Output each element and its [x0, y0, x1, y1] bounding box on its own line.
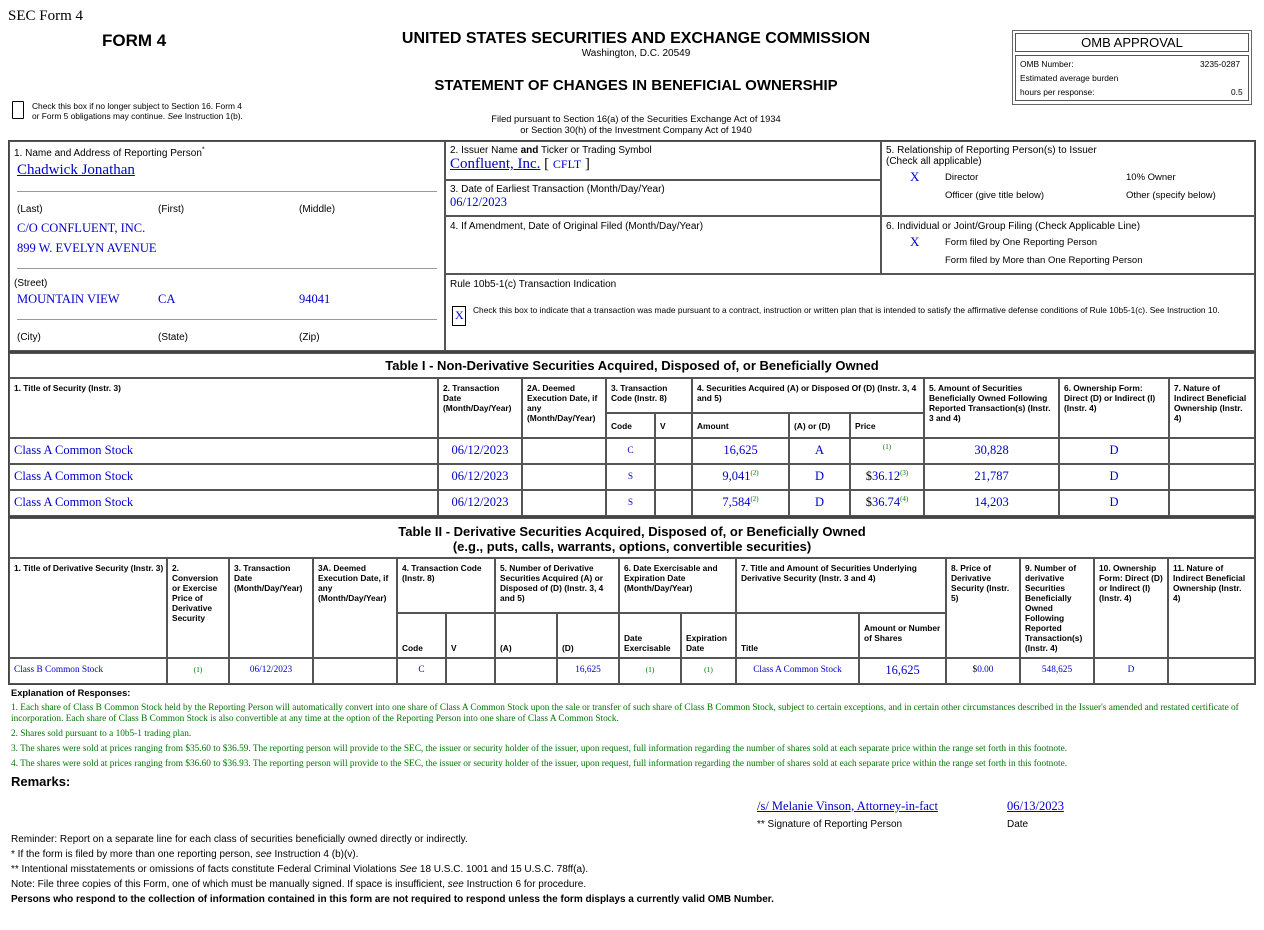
t2-row-d: 16,625: [575, 665, 601, 675]
t1-row-owned: 14,203: [974, 495, 1009, 509]
omb-hours-value: 0.5: [1231, 87, 1243, 97]
t2-h-v: V: [451, 643, 457, 653]
t2-h3: 3. Transaction Date (Month/Day/Year): [234, 563, 303, 593]
t1-row-owned: 30,828: [974, 443, 1009, 457]
omb-burden-label: Estimated average burden: [1020, 73, 1119, 83]
t1-h-amount: Amount: [697, 421, 729, 431]
t1-row-code: S: [627, 472, 634, 482]
zip-value: 94041: [299, 292, 331, 306]
street-label: (Street): [14, 278, 48, 289]
form-title: FORM 4: [102, 31, 167, 50]
t1-h-nature: 7. Nature of Indirect Beneficial Ownership (Instr. 4): [1174, 383, 1247, 423]
t2-row-price: $0.00: [972, 665, 994, 675]
t1-h-form: 6. Ownership Form: Direct (D) or Indirect (I) (Instr. 4): [1064, 383, 1156, 413]
t1-cell: [522, 490, 606, 516]
t2-row-exercisable-fn: (1): [645, 665, 655, 674]
t1-h-date: 2. Transaction Date (Month/Day/Year): [443, 383, 512, 413]
t1-h-deemed: 2A. Deemed Execution Date, if any (Month/Day/Year): [527, 383, 598, 423]
omb-title: OMB APPROVAL: [1015, 33, 1249, 52]
t2-h7: 7. Title and Amount of Securities Underlying Derivative Security (Instr. 3 and 4): [741, 563, 917, 583]
t2-h4: 4. Transaction Code (Instr. 8): [402, 563, 482, 583]
relationship-label: 5. Relationship of Reporting Person(s) to Issuer (Check all applicable): [886, 145, 1097, 167]
t1-row-date: 06/12/2023: [451, 469, 509, 483]
t1-cell: [1169, 464, 1255, 490]
t1-h-owned: 5. Amount of Securities Beneficially Owned Following Reported Transaction(s) (Instr. 3 and 4): [929, 383, 1051, 423]
t1-row-amount: 16,625: [723, 443, 758, 457]
footnote-2: 2. Shares sold pursuant to a 10b5-1 trading plan.: [11, 729, 192, 739]
note-multiple-persons: * If the form is filed by more than one reporting person, see Instruction 4 (b)(v).: [11, 849, 359, 860]
filing-more-label: Form filed by More than One Reporting Person: [945, 255, 1143, 266]
t1-row-owned: 21,787: [974, 469, 1009, 483]
note-misstatements: ** Intentional misstatements or omissions of facts constitute Federal Criminal Violations See 18 U.S.C. 1001 and 15 U.S.C. 78ff(a).: [11, 864, 589, 875]
t1-h-aord: (A) or (D): [794, 421, 831, 431]
t1-row-code: C: [627, 446, 634, 456]
name-line: [17, 191, 437, 192]
reporting-person-label: 1. Name and Address of Reporting Person*: [14, 146, 205, 159]
street-line: [17, 268, 437, 269]
filing-one-mark[interactable]: X: [910, 234, 920, 249]
state-value: CA: [158, 292, 176, 306]
t1-row-title: Class A Common Stock: [14, 443, 134, 457]
t2-h11: 11. Nature of Indirect Beneficial Ownership (Instr. 4): [1173, 563, 1246, 603]
t1-cell: [655, 438, 692, 464]
ten-percent-owner-label: 10% Owner: [1126, 172, 1176, 183]
state-label: (State): [158, 332, 189, 343]
t2-row-title: Class B Common Stock: [14, 665, 104, 675]
t1-row-amount: 9,041$^{(2)}$: [722, 468, 759, 483]
t1-row-price: $36.12$^{(3)}$: [865, 468, 909, 483]
t1-h-price: Price: [855, 421, 876, 431]
t1-cell: [655, 464, 692, 490]
t1-row-amount: 7,584$^{(2)}$: [722, 494, 759, 509]
address-line-2: 899 W. EVELYN AVENUE: [17, 241, 157, 255]
t2-h-amount: Amount or Number of Shares: [864, 623, 941, 643]
city-line: [17, 319, 437, 320]
earliest-transaction-date: 06/12/2023: [450, 195, 507, 209]
t1-row-form: D: [1109, 443, 1119, 457]
t2-h-d: (D): [562, 643, 574, 653]
address-line-1: C/O CONFLUENT, INC.: [17, 221, 146, 235]
t2-col-1: [9, 558, 167, 658]
t1-row-a-or_d: A: [814, 443, 825, 457]
t2-row-conversion-fn: (1): [193, 665, 203, 674]
sec-form-label: SEC Form 4: [8, 8, 84, 24]
table2-title: Table II - Derivative Securities Acquired, Disposed of, or Beneficially Owned (e.g., puts, calls, warrants, options, convertible securities): [9, 518, 1255, 558]
amendment-label: 4. If Amendment, Date of Original Filed (Month/Day/Year): [450, 221, 704, 232]
agency-location: Washington, D.C. 20549: [581, 48, 691, 59]
t1-row-code: S: [627, 498, 634, 508]
t1-cell: [1169, 490, 1255, 516]
omb-hours-label: hours per response:: [1020, 87, 1095, 97]
t2-h-expiration: Expiration Date: [686, 633, 727, 653]
t2-h2: 2. Conversion or Exercise Price of Derivative Security: [172, 563, 219, 623]
t2-h10: 10. Ownership Form: Direct (D) or Indirect (I) (Instr. 4): [1099, 563, 1163, 603]
director-label: Director: [945, 172, 979, 183]
t2-h5: 5. Number of Derivative Securities Acquired (A) or Disposed of (D) (Instr. 3, 4 and 5): [500, 563, 604, 603]
t2-h-a: (A): [500, 643, 512, 653]
t2-row-underlying-amount: 16,625: [885, 663, 920, 677]
agency-title: UNITED STATES SECURITIES AND EXCHANGE COMMISSION: [401, 30, 871, 47]
omb-notice: Persons who respond to the collection of information contained in this form are not required to respond unless the form displays a currently valid OMB Number.: [11, 894, 774, 905]
officer-label: Officer (give title below): [945, 190, 1045, 201]
t2-cell: [1168, 658, 1255, 684]
note-copies: Note: File three copies of this Form, one of which must be manually signed. If space is insufficient, see Instruction 6 for procedure.: [11, 879, 587, 890]
rule-10b5-mark: X: [455, 308, 464, 322]
footnote-4: 4. The shares were sold at prices ranging from $36.60 to $36.93. The reporting person will provide to the SEC, the issuer or security holder of the issuer, upon request, full information regarding the number of shares sold at each separate price within the range set forth in this footnote.: [11, 759, 1068, 769]
t1-row-a-or_d: D: [814, 495, 825, 509]
omb-number-value: 3235-0287: [1200, 59, 1241, 69]
t1-cell: [522, 438, 606, 464]
middle-label: (Middle): [299, 204, 336, 215]
issuer-ticker: CFLT: [552, 157, 582, 171]
t2-h6: 6. Date Exercisable and Expiration Date (Month/Day/Year): [624, 563, 718, 593]
t1-row-title: Class A Common Stock: [14, 495, 134, 509]
signature-date: 06/13/2023: [1007, 799, 1064, 813]
t2-h3a: 3A. Deemed Execution Date, if any (Month/Day/Year): [318, 563, 389, 603]
table1-title: Table I - Non-Derivative Securities Acquired, Disposed of, or Beneficially Owned: [9, 353, 1255, 378]
t2-cell: [446, 658, 495, 684]
t1-h-code: Code: [611, 421, 632, 431]
statement-title: STATEMENT OF CHANGES IN BENEFICIAL OWNERSHIP: [434, 77, 838, 94]
zip-label: (Zip): [299, 332, 320, 343]
rule-10b5-label: Rule 10b5-1(c) Transaction Indication: [450, 279, 617, 290]
last-label: (Last): [17, 204, 43, 215]
t1-h-v: V: [660, 421, 666, 431]
t1-cell: [1169, 438, 1255, 464]
section16-checkbox[interactable]: [12, 101, 24, 119]
t1-row-title: Class A Common Stock: [14, 469, 134, 483]
t1-h-tcode: 3. Transaction Code (Instr. 8): [611, 383, 668, 403]
t2-cell: [495, 658, 557, 684]
omb-number-label: OMB Number:: [1020, 59, 1074, 69]
t1-cell: [522, 464, 606, 490]
t1-row-price: (1): [882, 442, 892, 451]
signature[interactable]: /s/ Melanie Vinson, Attorney-in-fact: [757, 799, 938, 813]
t2-h-exercisable: Date Exercisable: [624, 633, 671, 653]
issuer-label: 2. Issuer Name and Ticker or Trading Symbol: [450, 145, 652, 156]
issuer-name-row: Confluent, Inc. [ CFLT ]: [450, 156, 590, 172]
director-mark[interactable]: X: [910, 169, 920, 184]
t2-cell: [313, 658, 397, 684]
t2-row-expiration-fn: (1): [704, 665, 713, 674]
t2-row-underlying-title: Class A Common Stock: [753, 665, 842, 675]
rule-10b5-text: Check this box to indicate that a transaction was made pursuant to a contract, instruction or written plan that is intended to satisfy the affirmative defense conditions of Rule 10b5-1(c). See Instruction 10.: [473, 305, 1220, 315]
t1-row-form: D: [1109, 495, 1119, 509]
t2-h8: 8. Price of Derivative Security (Instr. 5): [951, 563, 1010, 603]
city-label: (City): [17, 332, 41, 343]
reminder-note: Reminder: Report on a separate line for each class of securities beneficially owned directly or indirectly.: [11, 834, 468, 845]
remarks-title: Remarks:: [11, 774, 71, 789]
t2-row-code: C: [418, 665, 425, 675]
date-label: Date: [1007, 819, 1029, 830]
reporting-person-name[interactable]: Chadwick Jonathan: [17, 162, 135, 178]
t1-row-form: D: [1109, 469, 1119, 483]
t1-row-price: $36.74$^{(4)}$: [865, 494, 909, 509]
t1-h-title: 1. Title of Security (Instr. 3): [14, 383, 121, 393]
signature-label: ** Signature of Reporting Person: [757, 819, 903, 830]
t2-row-date: 06/12/2023: [249, 665, 293, 675]
t2-h1: 1. Title of Derivative Security (Instr. 3): [14, 563, 164, 573]
t2-h9: 9. Number of derivative Securities Beneficially Owned Following Reported Transaction(s) (Instr. 4): [1025, 563, 1083, 653]
earliest-transaction-label: 3. Date of Earliest Transaction (Month/Day/Year): [450, 184, 665, 195]
city-value: MOUNTAIN VIEW: [17, 292, 120, 306]
footnote-1: 1. Each share of Class B Common Stock held by the Reporting Person will automatically convert into one share of Class A Common Stock upon the sale or transfer of such share of Class B Common Stock, subject to certain exceptions, and in certain other circumstances described in the Issuer's amended and restated certificate of incorporation. Each share of Class B Common Stock is also convertible at any time at the option of the Reporting Person into one share of Class A Common Stock.: [11, 703, 1239, 724]
filing-one-label: Form filed by One Reporting Person: [945, 237, 1098, 248]
t1-row-date: 06/12/2023: [451, 443, 509, 457]
t2-row-form: D: [1127, 665, 1135, 675]
t2-row-owned: 548,625: [1041, 665, 1073, 675]
filed-pursuant: Filed pursuant to Section 16(a) of the Securities Exchange Act of 1934 or Section 30(h) of the Investment Company Act of 1940: [491, 114, 781, 135]
t1-cell: [655, 490, 692, 516]
t1-row-a-or_d: D: [814, 469, 825, 483]
t2-h-code: Code: [402, 643, 423, 653]
issuer-name-link[interactable]: Confluent, Inc.: [450, 156, 541, 172]
t1-row-date: 06/12/2023: [451, 495, 509, 509]
first-label: (First): [158, 204, 185, 215]
other-label: Other (specify below): [1126, 190, 1216, 201]
explanation-title: Explanation of Responses:: [11, 688, 131, 698]
filing-label: 6. Individual or Joint/Group Filing (Check Applicable Line): [886, 221, 1141, 232]
t1-h-acquired: 4. Securities Acquired (A) or Disposed Of (D) (Instr. 3, 4 and 5): [697, 383, 917, 403]
section16-text: Check this box if no longer subject to Section 16. Form 4 or Form 5 obligations may continue. See Instruction 1(b).: [32, 101, 243, 121]
t2-h-title: Title: [741, 643, 759, 653]
footnote-3: 3. The shares were sold at prices ranging from $35.60 to $36.59. The reporting person will provide to the SEC, the issuer or security holder of the issuer, upon request, full information regarding the number of shares sold at each separate price within the range set forth in this footnote.: [11, 744, 1068, 754]
